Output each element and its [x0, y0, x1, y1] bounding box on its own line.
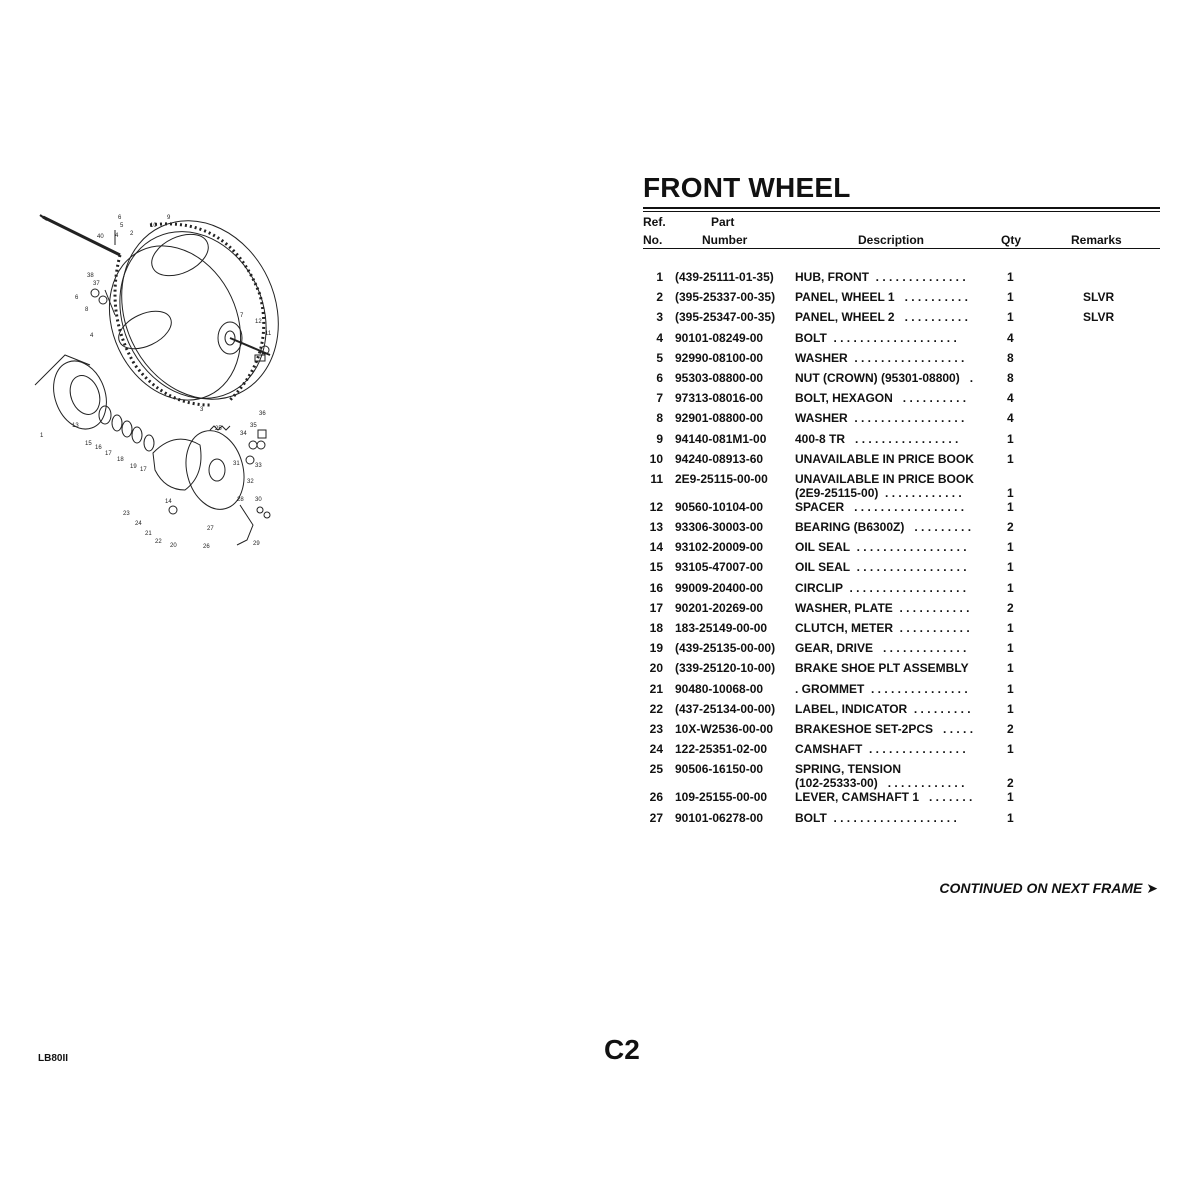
part-number: 94240-08913-60 [675, 451, 764, 466]
quantity-line: 2 [1007, 776, 1014, 791]
ref-number: 23 [649, 721, 663, 736]
description [795, 432, 995, 446]
quantity [995, 722, 1035, 736]
svg-text:15: 15 [85, 441, 92, 447]
quantity [995, 790, 1035, 804]
description [795, 331, 995, 345]
description [795, 391, 995, 405]
description-line: BOLT . . . . . . . . . . . . . . . . . . . [795, 330, 957, 345]
quantity [995, 520, 1035, 534]
svg-text:16: 16 [95, 445, 102, 451]
ref-number: 14 [649, 540, 663, 555]
table-row [643, 762, 1160, 790]
quantity [995, 290, 1035, 304]
ref-number: 8 [656, 411, 663, 426]
description-line: (2E9-25115-00) . . . . . . . . . . . . [795, 485, 962, 500]
part-number: (395-25337-00-35) [675, 290, 776, 305]
svg-text:1: 1 [40, 433, 44, 439]
svg-text:31: 31 [233, 461, 240, 467]
description-line: PANEL, WHEEL 2 . . . . . . . . . . [795, 310, 968, 325]
quantity-line: 1 [1007, 485, 1014, 500]
table-row [643, 811, 1160, 831]
quantity-line: 2 [1007, 721, 1014, 736]
part-number: 97313-08016-00 [675, 391, 764, 406]
description-line: BEARING (B6300Z) . . . . . . . . . [795, 520, 972, 535]
description [795, 811, 995, 825]
description-line: LABEL, INDICATOR . . . . . . . . . [795, 701, 971, 716]
part-number: 93306-30003-00 [675, 520, 764, 535]
ref-number: 16 [649, 580, 663, 595]
ref-number: 21 [649, 681, 663, 696]
description [795, 581, 995, 595]
description-line: WASHER . . . . . . . . . . . . . . . . . [795, 350, 965, 365]
quantity-line: 1 [1007, 580, 1014, 595]
description [795, 472, 995, 500]
svg-text:21: 21 [145, 531, 152, 537]
part-number: (395-25347-00-35) [675, 310, 776, 325]
quantity-line: 4 [1007, 330, 1014, 345]
parts-list [643, 270, 1160, 831]
header-ref-line1: Ref. [643, 215, 666, 229]
description-line: 400-8 TR . . . . . . . . . . . . . . . . [795, 431, 959, 446]
description-line: BOLT, HEXAGON . . . . . . . . . . [795, 391, 967, 406]
table-row [643, 601, 1160, 621]
exploded-parts-diagram [25, 205, 285, 555]
table-row [643, 472, 1160, 500]
ref-number: 5 [656, 350, 663, 365]
part-number: 93102-20009-00 [675, 540, 764, 555]
svg-text:29: 29 [253, 541, 260, 547]
quantity-line: 1 [1007, 790, 1014, 805]
svg-text:9: 9 [167, 215, 171, 221]
table-row [643, 351, 1160, 371]
svg-text:10: 10 [150, 223, 157, 229]
quantity-line: 1 [1007, 560, 1014, 575]
ref-number: 9 [656, 431, 663, 446]
part-number: 99009-20400-00 [675, 580, 764, 595]
description [795, 560, 995, 574]
quantity-line: 1 [1007, 742, 1014, 757]
svg-text:7: 7 [240, 313, 244, 319]
svg-text:22: 22 [155, 539, 162, 545]
description-line: . GROMMET . . . . . . . . . . . . . . . [795, 681, 968, 696]
description-line: OIL SEAL . . . . . . . . . . . . . . . . . [795, 560, 967, 575]
quantity [995, 371, 1035, 385]
description-line: CIRCLIP . . . . . . . . . . . . . . . . . . [795, 580, 967, 595]
table-row [643, 520, 1160, 540]
ref-number: 25 [649, 762, 663, 777]
header-description: Description [858, 233, 925, 247]
description-line: BRAKE SHOE PLT ASSEMBLY [795, 661, 969, 676]
quantity [995, 500, 1035, 514]
svg-text:25: 25 [215, 426, 222, 432]
svg-text:37: 37 [93, 281, 100, 287]
quantity [995, 411, 1035, 425]
part-number: 183-25149-00-00 [675, 621, 768, 635]
ref-number: 11 [650, 471, 663, 486]
part-number: (339-25120-10-00) [675, 661, 776, 676]
quantity [995, 581, 1035, 595]
svg-text:38: 38 [87, 273, 94, 279]
quantity [995, 351, 1035, 365]
svg-text:18: 18 [117, 457, 124, 463]
part-number: 92990-08100-00 [675, 350, 764, 365]
table-row [643, 722, 1160, 742]
remarks: SLVR [1083, 290, 1115, 305]
quantity-line: 4 [1007, 411, 1014, 426]
part-number: 95303-08800-00 [675, 370, 764, 385]
svg-text:6: 6 [118, 215, 122, 221]
description [795, 762, 995, 790]
description-line: BOLT . . . . . . . . . . . . . . . . . . . [795, 810, 957, 825]
description-line: GEAR, DRIVE . . . . . . . . . . . . . [795, 641, 967, 656]
quantity-line: 1 [1007, 310, 1014, 325]
description [795, 520, 995, 534]
quantity [995, 621, 1035, 635]
description [795, 661, 995, 675]
description [795, 500, 995, 514]
quantity-line: 1 [1007, 431, 1014, 446]
quantity [995, 641, 1035, 655]
ref-number: 7 [656, 391, 663, 406]
quantity-line: 4 [1007, 391, 1014, 406]
quantity-line: 1 [1007, 270, 1014, 284]
svg-text:34: 34 [240, 431, 247, 437]
quantity-line: 1 [1007, 810, 1014, 825]
quantity-line: 1 [1007, 661, 1014, 676]
part-number: (437-25134-00-00) [675, 701, 776, 716]
description-line: OIL SEAL . . . . . . . . . . . . . . . . . [795, 540, 967, 555]
table-row [643, 702, 1160, 722]
ref-number: 22 [649, 701, 663, 716]
quantity-line: 1 [1007, 499, 1014, 514]
description-line: CLUTCH, METER . . . . . . . . . . . [795, 621, 970, 635]
svg-text:36: 36 [259, 411, 266, 417]
remarks: SLVR [1083, 310, 1115, 325]
quantity-line: 1 [1007, 621, 1014, 635]
table-row [643, 411, 1160, 431]
quantity-line [1007, 762, 1035, 776]
header-rule [643, 248, 1160, 249]
title-rule-thick [643, 207, 1160, 209]
table-row [643, 452, 1160, 472]
svg-text:23: 23 [123, 511, 130, 517]
svg-text:20: 20 [170, 543, 177, 549]
description [795, 371, 995, 385]
svg-text:3: 3 [200, 407, 204, 413]
part-number: (439-25135-00-00) [675, 641, 776, 656]
svg-text:33: 33 [255, 463, 262, 469]
svg-text:4: 4 [90, 333, 94, 339]
quantity-line: 1 [1007, 681, 1014, 696]
svg-text:26: 26 [203, 544, 210, 550]
table-row [643, 432, 1160, 452]
table-row [643, 540, 1160, 560]
header-part-line1: Part [711, 215, 735, 229]
quantity [995, 391, 1035, 405]
description-line: WASHER, PLATE . . . . . . . . . . . [795, 600, 970, 615]
part-number: 92901-08800-00 [675, 411, 764, 426]
ref-number: 15 [649, 560, 663, 575]
svg-text:12: 12 [255, 319, 262, 325]
svg-text:5: 5 [120, 223, 124, 229]
header-part-line2: Number [702, 233, 748, 247]
description-line: SPRING, TENSION [795, 762, 902, 777]
description [795, 790, 995, 804]
table-row [643, 742, 1160, 762]
part-number: (439-25111-01-35) [675, 270, 774, 284]
quantity-line: 1 [1007, 641, 1014, 656]
description-line: (102-25333-00) . . . . . . . . . . . . [795, 776, 965, 791]
ref-number: 19 [649, 641, 663, 656]
quantity-line: 1 [1007, 701, 1014, 716]
ref-number: 3 [656, 310, 663, 325]
quantity [995, 811, 1035, 825]
part-number: 109-25155-00-00 [675, 790, 768, 805]
table-row [643, 560, 1160, 580]
part-number: 90480-10068-00 [675, 681, 764, 696]
front-wheel-diagram [25, 205, 285, 555]
description-line: SPACER . . . . . . . . . . . . . . . . . [795, 499, 965, 514]
svg-text:28: 28 [237, 497, 244, 503]
quantity-line: 1 [1007, 290, 1014, 305]
ref-number: 24 [649, 742, 663, 757]
description [795, 351, 995, 365]
description-line: UNAVAILABLE IN PRICE BOOK [795, 451, 974, 466]
description-line: UNAVAILABLE IN PRICE BOOK [795, 471, 974, 486]
svg-text:27: 27 [207, 526, 214, 532]
quantity [995, 601, 1035, 615]
description [795, 621, 995, 635]
ref-number: 12 [649, 499, 663, 514]
part-number: 94140-081M1-00 [675, 431, 767, 446]
svg-text:17: 17 [140, 467, 147, 473]
ref-number: 17 [649, 600, 663, 615]
ref-number: 27 [649, 810, 663, 825]
description [795, 702, 995, 716]
ref-number: 2 [656, 290, 663, 305]
ref-number: 6 [656, 370, 663, 385]
quantity-line: 1 [1007, 451, 1014, 466]
quantity-line: 2 [1007, 520, 1014, 535]
description [795, 290, 995, 304]
ref-number: 10 [649, 451, 663, 466]
ref-number: 18 [649, 621, 663, 635]
quantity [995, 742, 1035, 756]
description-line: HUB, FRONT . . . . . . . . . . . . . . [795, 270, 966, 284]
svg-text:4: 4 [115, 233, 119, 239]
part-number: 90560-10104-00 [675, 499, 764, 514]
description [795, 742, 995, 756]
description [795, 411, 995, 425]
ref-number: 20 [649, 661, 663, 676]
description [795, 452, 995, 466]
part-number: 93105-47007-00 [675, 560, 764, 575]
description-line: PANEL, WHEEL 1 . . . . . . . . . . [795, 290, 968, 305]
table-row [643, 371, 1160, 391]
description-line: WASHER . . . . . . . . . . . . . . . . . [795, 411, 965, 426]
description-line: BRAKESHOE SET-2PCS . . . . . [795, 721, 974, 736]
svg-text:6: 6 [75, 295, 79, 301]
ref-number: 1 [656, 270, 663, 284]
quantity-line: 8 [1007, 370, 1014, 385]
svg-text:30: 30 [255, 497, 262, 503]
part-number: 2E9-25115-00-00 [675, 471, 768, 486]
part-number: 90101-08249-00 [675, 330, 764, 345]
header-remarks: Remarks [1071, 233, 1122, 247]
header-qty: Qty [1001, 233, 1022, 247]
svg-text:14: 14 [165, 499, 172, 505]
part-number: 90201-20269-00 [675, 600, 764, 615]
quantity-line [1007, 472, 1035, 486]
table-row [643, 581, 1160, 601]
table-row [643, 621, 1160, 641]
table-row [643, 331, 1160, 351]
quantity [995, 452, 1035, 466]
svg-text:19: 19 [130, 464, 137, 470]
table-row [643, 641, 1160, 661]
svg-text:11: 11 [265, 331, 272, 337]
continued-note: CONTINUED ON NEXT FRAME ➤ [939, 880, 1158, 896]
table-row [643, 270, 1160, 290]
description-line: CAMSHAFT . . . . . . . . . . . . . . . [795, 742, 966, 757]
page-title: FRONT WHEEL [643, 172, 851, 203]
ref-number: 26 [649, 790, 663, 805]
title-rule-thin [643, 211, 1160, 212]
description [795, 310, 995, 324]
quantity [995, 270, 1035, 284]
quantity [995, 432, 1035, 446]
table-row [643, 310, 1160, 330]
quantity [995, 331, 1035, 345]
table-row [643, 682, 1160, 702]
description [795, 601, 995, 615]
header-ref-line2: No. [643, 233, 663, 247]
svg-text:35: 35 [250, 423, 257, 429]
svg-text:17: 17 [105, 451, 112, 457]
quantity [995, 540, 1035, 554]
description [795, 722, 995, 736]
quantity-line: 8 [1007, 350, 1014, 365]
description [795, 270, 995, 284]
svg-text:13: 13 [72, 423, 79, 429]
quantity [995, 472, 1035, 500]
part-number: 10X-W2536-00-00 [675, 721, 774, 736]
quantity-line: 2 [1007, 600, 1014, 615]
ref-number: 4 [656, 330, 663, 345]
quantity [995, 762, 1035, 790]
description [795, 540, 995, 554]
page-number: C2 [604, 1034, 640, 1065]
svg-text:40: 40 [97, 234, 104, 240]
description [795, 641, 995, 655]
svg-text:8: 8 [85, 307, 89, 313]
table-row [643, 790, 1160, 810]
part-number: 122-25351-02-00 [675, 742, 768, 757]
svg-text:2: 2 [130, 231, 134, 237]
table-row [643, 290, 1160, 310]
table-row [643, 391, 1160, 411]
quantity [995, 702, 1035, 716]
quantity [995, 560, 1035, 574]
part-number: 90101-06278-00 [675, 810, 764, 825]
part-number: 90506-16150-00 [675, 762, 764, 777]
svg-text:24: 24 [135, 521, 142, 527]
quantity [995, 682, 1035, 696]
table-row [643, 500, 1160, 520]
quantity-line: 1 [1007, 540, 1014, 555]
ref-number: 13 [649, 520, 663, 535]
quantity [995, 310, 1035, 324]
svg-text:32: 32 [247, 479, 254, 485]
description-line: NUT (CROWN) (95301-08800) . [795, 370, 974, 385]
table-row [643, 661, 1160, 681]
description-line: LEVER, CAMSHAFT 1 . . . . . . . [795, 790, 973, 805]
quantity [995, 661, 1035, 675]
model-code: LB80II [38, 1053, 69, 1064]
description [795, 682, 995, 696]
